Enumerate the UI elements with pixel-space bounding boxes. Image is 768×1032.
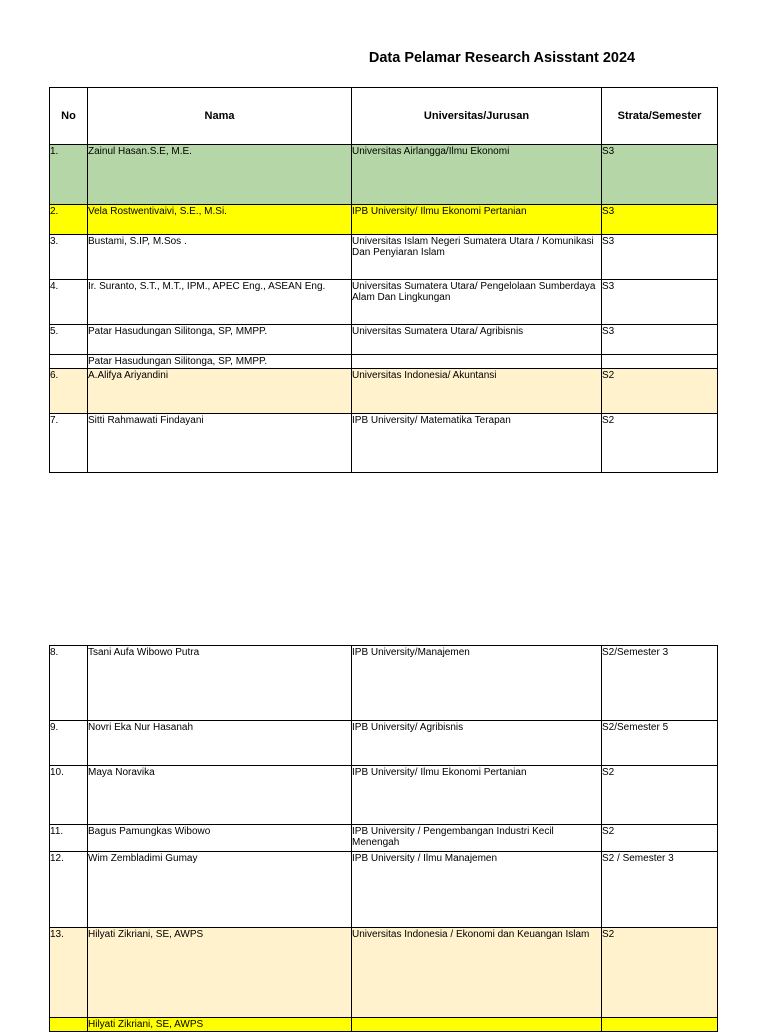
cell-strata: S2 [602,414,718,473]
cell-strata: S2 [602,928,718,1018]
cell-university: IPB University/ Ilmu Ekonomi Pertanian [352,766,602,825]
cell-strata: S3 [602,280,718,325]
cell-name: Sitti Rahmawati Findayani [88,414,352,473]
cell-name: Hilyati Zikriani, SE, AWPS [88,1018,352,1032]
cell-university: Universitas Indonesia / Ekonomi dan Keuangan Islam [352,928,602,1018]
table-row [50,928,718,1018]
header-strata: Strata/Semester [602,88,718,145]
cell-name: Zainul Hasan.S.E, M.E. [88,145,352,205]
cell-strata: S3 [602,205,718,235]
table-row [50,325,718,355]
document-title: Data Pelamar Research Asisstant 2024 [368,50,636,66]
cell-name: Ir. Suranto, S.T., M.T., IPM., APEC Eng., ASEAN Eng. [88,280,352,325]
cell-strata [602,1018,718,1032]
table-row-continuation [50,1018,718,1032]
table-row [50,646,718,721]
cell-strata [602,355,718,369]
cell-no: 12. [50,852,88,928]
cell-strata: S3 [602,145,718,205]
cell-no: 5. [50,325,88,355]
cell-university: Universitas Islam Negeri Sumatera Utara / Komunikasi Dan Penyiaran Islam [352,235,602,280]
cell-university: Universitas Sumatera Utara/ Agribisnis [352,325,602,355]
applicants-table-top [49,87,718,473]
cell-strata: S2 [602,825,718,852]
cell-no: 3. [50,235,88,280]
cell-no [50,1018,88,1032]
header-row [50,88,718,145]
cell-university: IPB University/ Ilmu Ekonomi Pertanian [352,205,602,235]
cell-name: Patar Hasudungan Silitonga, SP, MMPP. [88,355,352,369]
cell-name: Tsani Aufa Wibowo Putra [88,646,352,721]
cell-strata: S2/Semester 3 [602,646,718,721]
cell-no: 8. [50,646,88,721]
cell-strata: S3 [602,325,718,355]
cell-university: IPB University / Pengembangan Industri Kecil Menengah [352,825,602,852]
table-row-continuation [50,355,718,369]
cell-university: Universitas Airlangga/Ilmu Ekonomi [352,145,602,205]
cell-name: Hilyati Zikriani, SE, AWPS [88,928,352,1018]
cell-name: A.Alifya Ariyandini [88,369,352,414]
applicants-table-bottom [49,645,718,1032]
cell-university [352,1018,602,1032]
cell-strata: S2 [602,369,718,414]
table-row [50,852,718,928]
header-university: Universitas/Jurusan [352,88,602,145]
cell-name: Bagus Pamungkas Wibowo [88,825,352,852]
table-row [50,766,718,825]
table-row [50,721,718,766]
table-row [50,369,718,414]
table-row [50,414,718,473]
table-row [50,825,718,852]
cell-no: 1. [50,145,88,205]
cell-strata: S2 / Semester 3 [602,852,718,928]
cell-name: Bustami, S.IP, M.Sos . [88,235,352,280]
cell-name: Novri Eka Nur Hasanah [88,721,352,766]
cell-no: 9. [50,721,88,766]
cell-strata: S2 [602,766,718,825]
cell-university [352,355,602,369]
cell-name: Vela Rostwentivaivi, S.E., M.Si. [88,205,352,235]
cell-name: Patar Hasudungan Silitonga, SP, MMPP. [88,325,352,355]
cell-no: 2. [50,205,88,235]
cell-university: IPB University / Ilmu Manajemen [352,852,602,928]
cell-no: 6. [50,369,88,414]
cell-no: 10. [50,766,88,825]
cell-strata: S3 [602,235,718,280]
cell-no: 4. [50,280,88,325]
cell-no: 13. [50,928,88,1018]
cell-university: IPB University/ Agribisnis [352,721,602,766]
cell-no: 7. [50,414,88,473]
header-no: No [50,88,88,145]
cell-university: Universitas Indonesia/ Akuntansi [352,369,602,414]
table-row [50,145,718,205]
cell-strata: S2/Semester 5 [602,721,718,766]
cell-university: IPB University/Manajemen [352,646,602,721]
cell-no [50,355,88,369]
table-row [50,280,718,325]
table-row [50,235,718,280]
cell-university: Universitas Sumatera Utara/ Pengelolaan Sumberdaya Alam Dan Lingkungan [352,280,602,325]
header-name: Nama [88,88,352,145]
table-row [50,205,718,235]
cell-name: Maya Noravika [88,766,352,825]
cell-name: Wim Zembladimi Gumay [88,852,352,928]
cell-university: IPB University/ Matematika Terapan [352,414,602,473]
cell-no: 11. [50,825,88,852]
